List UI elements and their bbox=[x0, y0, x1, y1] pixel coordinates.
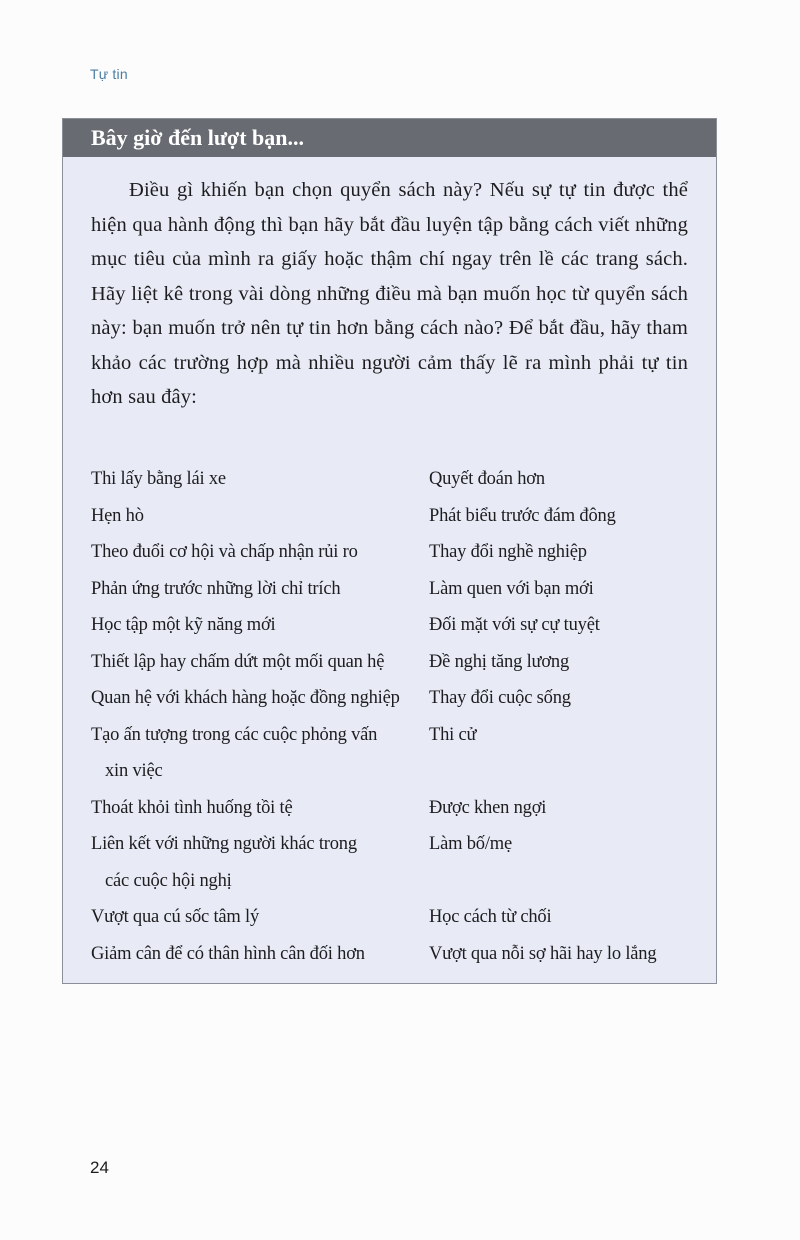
list-item: Học tập một kỹ năng mới bbox=[91, 615, 276, 635]
right-situation-list bbox=[429, 461, 689, 972]
list-item: Liên kết với những người khác trong các cuộc hội nghị bbox=[91, 826, 426, 899]
running-head: Tự tin bbox=[90, 66, 128, 82]
box-title: Bây giờ đến lượt bạn... bbox=[63, 119, 716, 157]
list-item: Thay đổi nghề nghiệp bbox=[429, 542, 587, 562]
page-number: 24 bbox=[90, 1158, 109, 1177]
list-spacer bbox=[429, 753, 689, 790]
list-item: Thoát khỏi tình huống tồi tệ bbox=[91, 797, 293, 818]
list-item-continuation: các cuộc hội nghị bbox=[105, 870, 232, 891]
list-item: Phát biểu trước đám đông bbox=[429, 505, 616, 526]
exercise-box bbox=[62, 118, 717, 984]
list-item: Thi lấy bằng lái xe bbox=[91, 469, 226, 489]
list-item: Thiết lập hay chấm dứt một mối quan hệ bbox=[91, 651, 385, 672]
list-item: Làm quen với bạn mới bbox=[429, 578, 594, 599]
list-item: Vượt qua nỗi sợ hãi hay lo lắng bbox=[429, 943, 657, 964]
list-item: Đối mặt với sự cự tuyệt bbox=[429, 615, 600, 635]
list-item-continuation: xin việc bbox=[105, 761, 163, 781]
list-item: Theo đuổi cơ hội và chấp nhận rủi ro bbox=[91, 542, 358, 562]
list-item: Thay đổi cuộc sống bbox=[429, 688, 571, 708]
list-item: Đề nghị tăng lương bbox=[429, 651, 570, 672]
list-item: Quan hệ với khách hàng hoặc đồng nghiệp bbox=[91, 688, 400, 708]
list-spacer bbox=[429, 863, 689, 900]
list-item: Quyết đoán hơn bbox=[429, 469, 545, 489]
intro-paragraph: Điều gì khiến bạn chọn quyển sách này? Nếu sự tự tin được thể hiện qua hành động thì bạn hãy bắt đầu luyện tập bằng cách viết những mục tiêu của mình ra giấy hoặc thậm chí ngay trên lề các trang sách. Hãy liệt kê trong vài dòng những điều mà bạn muốn học từ quyển sách này: bạn muốn trở nên tự tin hơn bằng cách nào? Để bắt đầu, hãy tham khảo các trường hợp mà nhiều người cảm thấy lẽ ra mình phải tự tin hơn sau đây: bbox=[91, 179, 688, 408]
list-item: Tạo ấn tượng trong các cuộc phỏng vấn xin việc bbox=[91, 717, 426, 790]
left-situation-list bbox=[91, 461, 426, 972]
list-item: Phản ứng trước những lời chỉ trích bbox=[91, 578, 341, 599]
list-item: Giảm cân để có thân hình cân đối hơn bbox=[91, 943, 365, 964]
list-item: Được khen ngợi bbox=[429, 797, 547, 818]
list-item: Học cách từ chối bbox=[429, 907, 552, 927]
list-item: Hẹn hò bbox=[91, 505, 144, 526]
list-item: Vượt qua cú sốc tâm lý bbox=[91, 907, 259, 927]
list-item: Làm bố/mẹ bbox=[429, 834, 512, 854]
list-item: Thi cử bbox=[429, 724, 477, 745]
